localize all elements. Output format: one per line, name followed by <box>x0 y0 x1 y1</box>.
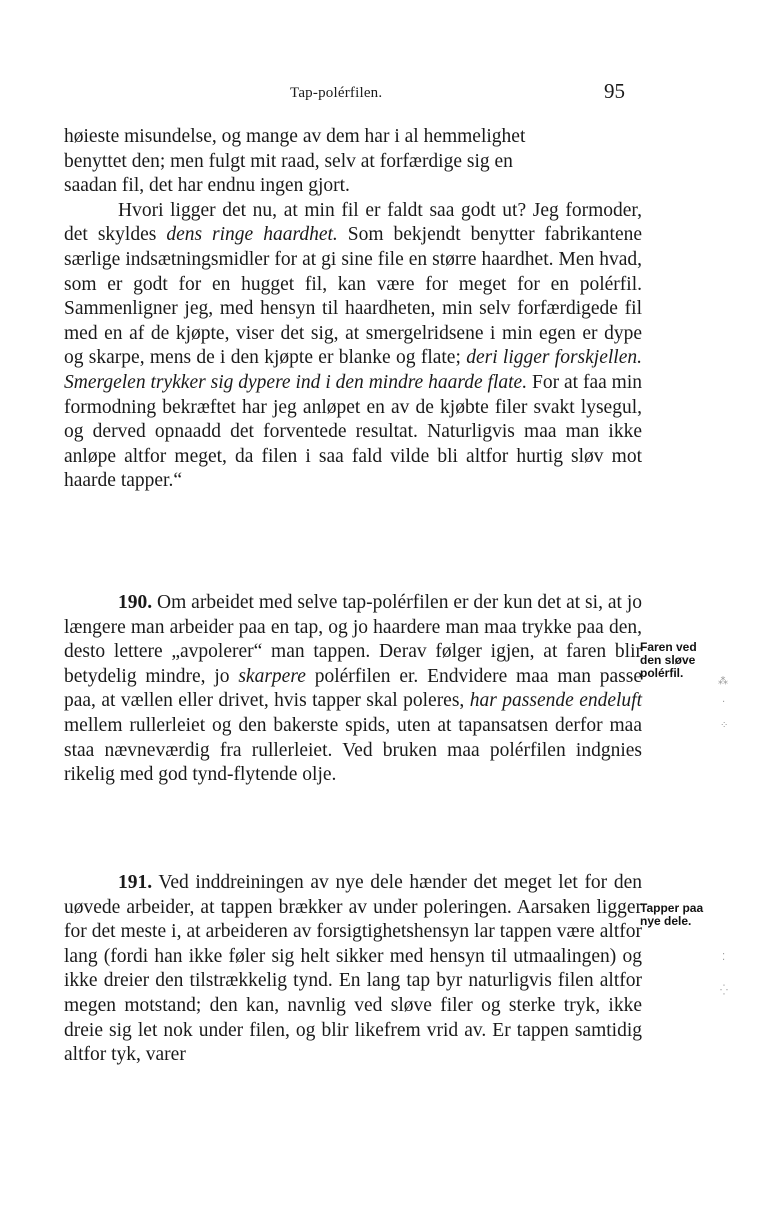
text-run: For at faa min formodning bekræftet har jeg anløpet en av de kjøbte filer svakt lysegul, og derved opnaadd det forventede resultat. Naturligvis maa man ikke anløpe altfor meget, da filen i saa fald vilde bli altfor hurtig sløv mot haarde tapper.“ <box>64 371 642 492</box>
text-run: Hvori ligger det nu, at min fil er faldt saa godt ut? Jeg formoder, det skyldes <box>64 199 642 246</box>
text-block-continued <box>64 125 642 494</box>
margin-note-dull-file: Faren ved den sløve polérfil. <box>640 640 697 680</box>
section-190 <box>64 591 642 788</box>
scan-speck: ⁛ <box>720 985 728 996</box>
scan-speck: ⁘ <box>720 720 729 731</box>
text-run: polérfilen er. Endvidere maa man passe paa, at vællen eller drivet, hvis tapper skal poleres, <box>64 665 643 712</box>
scan-speck: ⁚ <box>722 952 726 963</box>
text-line: saadan fil, det har endnu ingen gjort. <box>64 175 350 197</box>
text-run: mellem rullerleiet og den bakerste spids, uten at tapansatsen derfor maa staa nævneværdig fra rullerleiet. Ved bruken maa polérfilen indgnies rikelig med god tynd-flytende olje. <box>64 714 642 786</box>
text-line: benyttet den; men fulgt mit raad, selv at forfærdige sig en <box>64 150 513 172</box>
section-number: 191. <box>118 872 153 893</box>
emphasis: skarpere <box>238 665 306 687</box>
scan-speck: ⁂ <box>718 676 728 687</box>
section-number: 190. <box>118 592 153 613</box>
page-number: 95 <box>604 79 625 103</box>
text-line: høieste misundelse, og mange av dem har i al hemmelighet <box>64 126 526 147</box>
paragraph-191 <box>64 871 642 1068</box>
text-run: Som bekjendt benytter fabrikantene særlige indsætningsmidler for at gi sine file en større haardhet. Men hvad, som er godt for en hugget fil, kan være for meget for en polérfil. Sammenligner jeg, med hensyn til haardheten, min selv forfærdigede fil med en af de kjøpte, viser det sig, at smergelridsene i min egen er dype og skarpe, mens de i den kjøpte er blanke og flate; <box>64 224 642 369</box>
emphasis: dens ringe haardhet. <box>166 224 338 246</box>
emphasis: har passende endeluft <box>469 690 643 712</box>
paragraph-190 <box>64 591 642 788</box>
paragraph-hardness <box>64 199 642 494</box>
margin-note-new-parts: Tapper paa nye dele. <box>640 901 704 928</box>
emphasis: deri ligger forskjellen. Smergelen trykker sig dypere ind i den mindre haarde flate. <box>64 347 642 393</box>
text-run: Om arbeidet med selve tap-polérfilen er der kun det at si, at jo længere man arbeider paa en tap, og jo haardere man maa trykke paa den, desto lettere „avpolerer“ man tappen. Derav følger igjen, at faren blir betydelig mindre, jo <box>64 592 642 687</box>
paragraph-continuation <box>64 125 642 199</box>
text-run: Ved inddreiningen av nye dele hænder det meget let for den uøvede arbeider, at tappen brækker av under poleringen. Aarsaken ligger for det meste i, at arbeideren av forsigtighetshensyn lar tappen være altfor lang (fordi han ikke føler sig helt sikker med hensyn til utmaalingen) og ikke dreier den tilstrækkelig tynd. En lang tap byr naturligvis filen altfor megen motstand; den kan, navnlig ved sløve filer og sterke tryk, ikke dreie sig let nok under filen, og blir likefrem vrid av. Er tappen samtidig altfor tyk, varer <box>64 872 642 1066</box>
running-header-title: Tap-polérfilen. <box>290 85 383 101</box>
scan-speck: · <box>722 697 726 708</box>
section-191 <box>64 871 642 1068</box>
